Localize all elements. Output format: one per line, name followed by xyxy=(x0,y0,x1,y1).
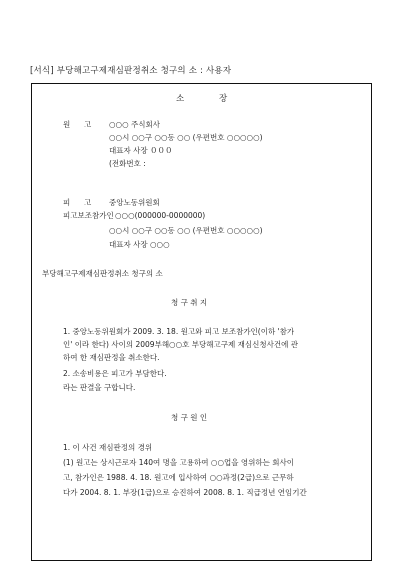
plaintiff-phone: (전화번호 : xyxy=(109,159,146,168)
intervenor-representative: 대표자 사장 ○○○ xyxy=(109,240,170,249)
doc-title-right: 장 xyxy=(219,94,228,104)
plaintiff-representative: 대표자 사장 ０００ xyxy=(109,146,173,155)
intervenor-address: ○○시 ○○구 ○○동 ○○ (우편번호 ○○○○○) xyxy=(109,226,263,235)
defendant-name: 중앙노동위원회 xyxy=(109,198,160,207)
case-name: 부당해고구제재심판정취소 청구의 소 xyxy=(42,269,163,278)
claim-line: 인' 이라 한다) 사이의 2009부해○○호 부당해고구제 재심신청사건에 관 xyxy=(63,340,298,349)
reason-line: (1) 원고는 상시근로자 140여 명을 고용하여 ○○업을 영위하는 회사이 xyxy=(63,458,294,467)
claim-line: 하여 한 재심판정을 취소한다. xyxy=(63,353,160,362)
reason-heading: 청 구 원 인 xyxy=(171,413,208,422)
document-frame xyxy=(31,83,372,561)
reason-line: 1. 이 사건 재심판정의 경위 xyxy=(63,443,153,452)
claim-line: 2. 소송비용은 피고가 부담한다. xyxy=(63,369,167,378)
defendant-label-a: 피 xyxy=(63,198,71,207)
claim-line: 1. 중앙노동위원회가 2009. 3. 18. 원고와 피고 보조참가인(이하 '참가 xyxy=(63,327,295,336)
doc-title-left: 소 xyxy=(176,94,185,104)
intervenor-label: 피고보조참가인 xyxy=(63,211,114,220)
plaintiff-name: ○○○ 주식회사 xyxy=(109,120,160,129)
defendant-label-b: 고 xyxy=(84,198,92,207)
form-caption: [서식] 부당해고구제재심판정취소 청구의 소 : 사용자 xyxy=(30,66,232,76)
claim-heading: 청 구 취 지 xyxy=(171,298,208,307)
intervenor-name: ○○○(000000-0000000) xyxy=(115,211,206,220)
reason-line: 다가 2004. 8. 1. 부장(1급)으로 승진하여 2008. 8. 1. 직급정년 연임기간 xyxy=(63,488,307,497)
claim-line: 라는 판결을 구합니다. xyxy=(63,383,136,392)
plaintiff-label-a: 원 xyxy=(63,120,71,129)
reason-line: 고, 참가인은 1988. 4. 18. 원고에 입사하여 ○○과정(2급)으로 근무하 xyxy=(63,473,294,482)
plaintiff-label-b: 고 xyxy=(84,120,92,129)
plaintiff-address: ○○시 ○○구 ○○동 ○○ (우편번호 ○○○○○) xyxy=(109,133,263,142)
